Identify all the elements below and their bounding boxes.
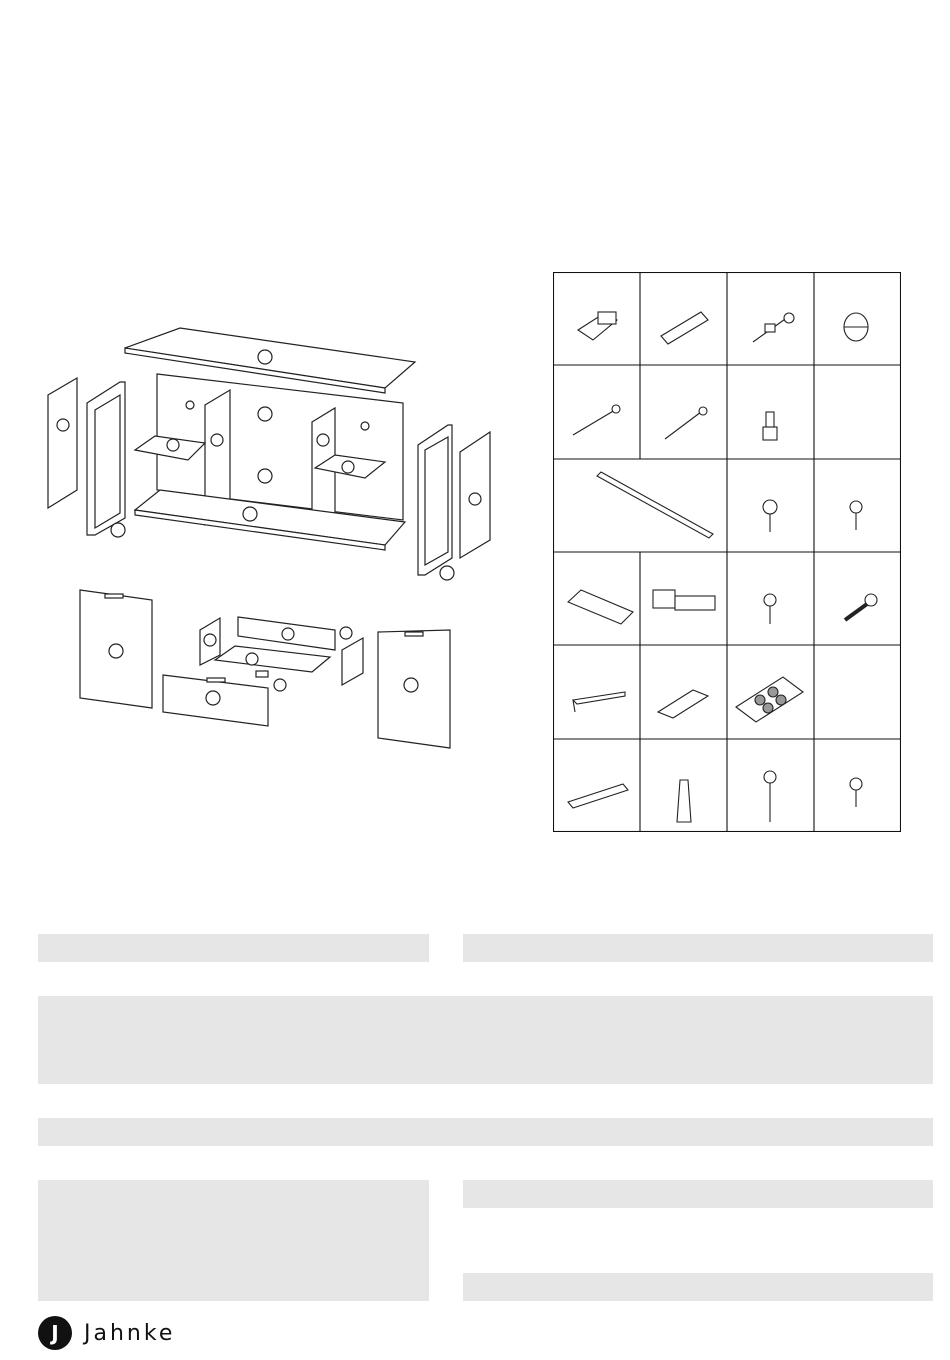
wall-plug-icon	[677, 780, 691, 822]
text-field-4	[463, 1180, 933, 1208]
connector-bolt-icon	[845, 594, 877, 620]
cabinet-hinge-icon	[653, 590, 715, 610]
text-field-5	[463, 1273, 933, 1301]
long-wood-screw-icon	[665, 407, 707, 439]
left-door	[80, 590, 152, 708]
right-frame	[418, 425, 454, 580]
allen-key-icon	[573, 692, 625, 712]
text-field-3	[38, 1118, 933, 1146]
hardware-parts-grid	[553, 272, 901, 832]
text-block-2	[38, 1180, 429, 1301]
long-screw-icon	[573, 405, 620, 435]
logo-mark-icon: J	[38, 1316, 72, 1350]
brand-name: Jahnke	[84, 1320, 176, 1346]
text-field-2	[463, 934, 933, 962]
felt-pads-icon	[736, 677, 803, 722]
metal-bracket-icon	[568, 590, 633, 624]
drawer-parts	[163, 617, 363, 726]
short-pan-head-screw-icon	[850, 501, 862, 530]
text-field-1	[38, 934, 429, 962]
countersunk-screw-icon	[764, 594, 776, 624]
end-cap-icon	[658, 690, 708, 718]
drawer-runner-icon	[597, 472, 713, 538]
right-door	[378, 630, 450, 748]
pan-head-screw-icon	[763, 500, 777, 532]
brand-logo	[38, 1316, 175, 1350]
exploded-view-diagram	[30, 300, 500, 750]
cam-lock-nut-icon	[844, 313, 868, 341]
cam-bolt-icon	[753, 313, 794, 342]
left-side-panel	[48, 378, 77, 508]
wooden-dowel-icon	[661, 312, 708, 344]
door-catch-icon	[578, 312, 617, 340]
right-side-panel	[460, 432, 490, 558]
text-block-1	[38, 996, 933, 1084]
left-frame	[87, 382, 125, 537]
small-screw-icon	[850, 778, 862, 807]
shelf-pin-icon	[763, 412, 777, 440]
wall-screw-icon	[764, 771, 776, 822]
wall-strap-icon	[568, 784, 628, 808]
